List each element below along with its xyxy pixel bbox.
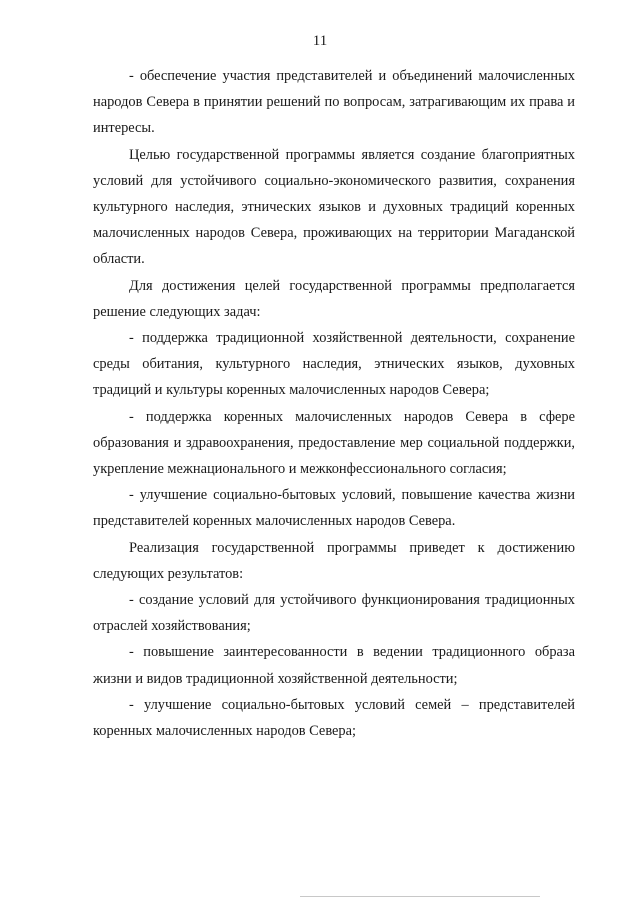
body-text <box>93 63 575 744</box>
paragraph-participation: - обеспечение участия представителей и объединений малочисленных народов Севера в принятии решений по вопросам, затрагивающим их права и интересы. <box>93 68 575 137</box>
list-item-task-1: - поддержка традиционной хозяйственной деятельности, сохранение среды обитания, культурного наследия, этнических языков, духовных традиций и культуры коренных малочисленных народов Севера; <box>93 330 575 399</box>
paragraph-results-intro: Реализация государственной программы приведет к достижению следующих результатов: <box>93 539 575 582</box>
list-item-task-2: - поддержка коренных малочисленных народов Севера в сфере образования и здравоохранения, предоставление мер социальной поддержки, укрепление межнационального и межконфессионального согласия; <box>93 408 575 478</box>
page-bottom-edge <box>300 896 540 897</box>
list-item-result-2: - повышение заинтересованности в ведении традиционного образа жизни и видов традиционной хозяйственной деятельности; <box>93 644 575 687</box>
list-item-result-1: - создание условий для устойчивого функционирования традиционных отраслей хозяйствования; <box>93 592 575 635</box>
paragraph-program-goal: Целью государственной программы является создание благоприятных условий для устойчивого социально-экономического развития, сохранения культурного наследия, этнических языков и духовных традиций коренных малочисленных народов Севера, проживающих на территории Магаданской области. <box>93 146 575 268</box>
list-item-result-3: - улучшение социально-бытовых условий семей – представителей коренных малочисленных народов Севера; <box>93 696 575 740</box>
page-number: 11 <box>312 33 328 49</box>
list-item-task-3: - улучшение социально-бытовых условий, повышение качества жизни представителей коренных малочисленных народов Севера. <box>93 487 575 530</box>
paragraph-tasks-intro: Для достижения целей государственной программы предполагается решение следующих задач: <box>93 277 575 320</box>
